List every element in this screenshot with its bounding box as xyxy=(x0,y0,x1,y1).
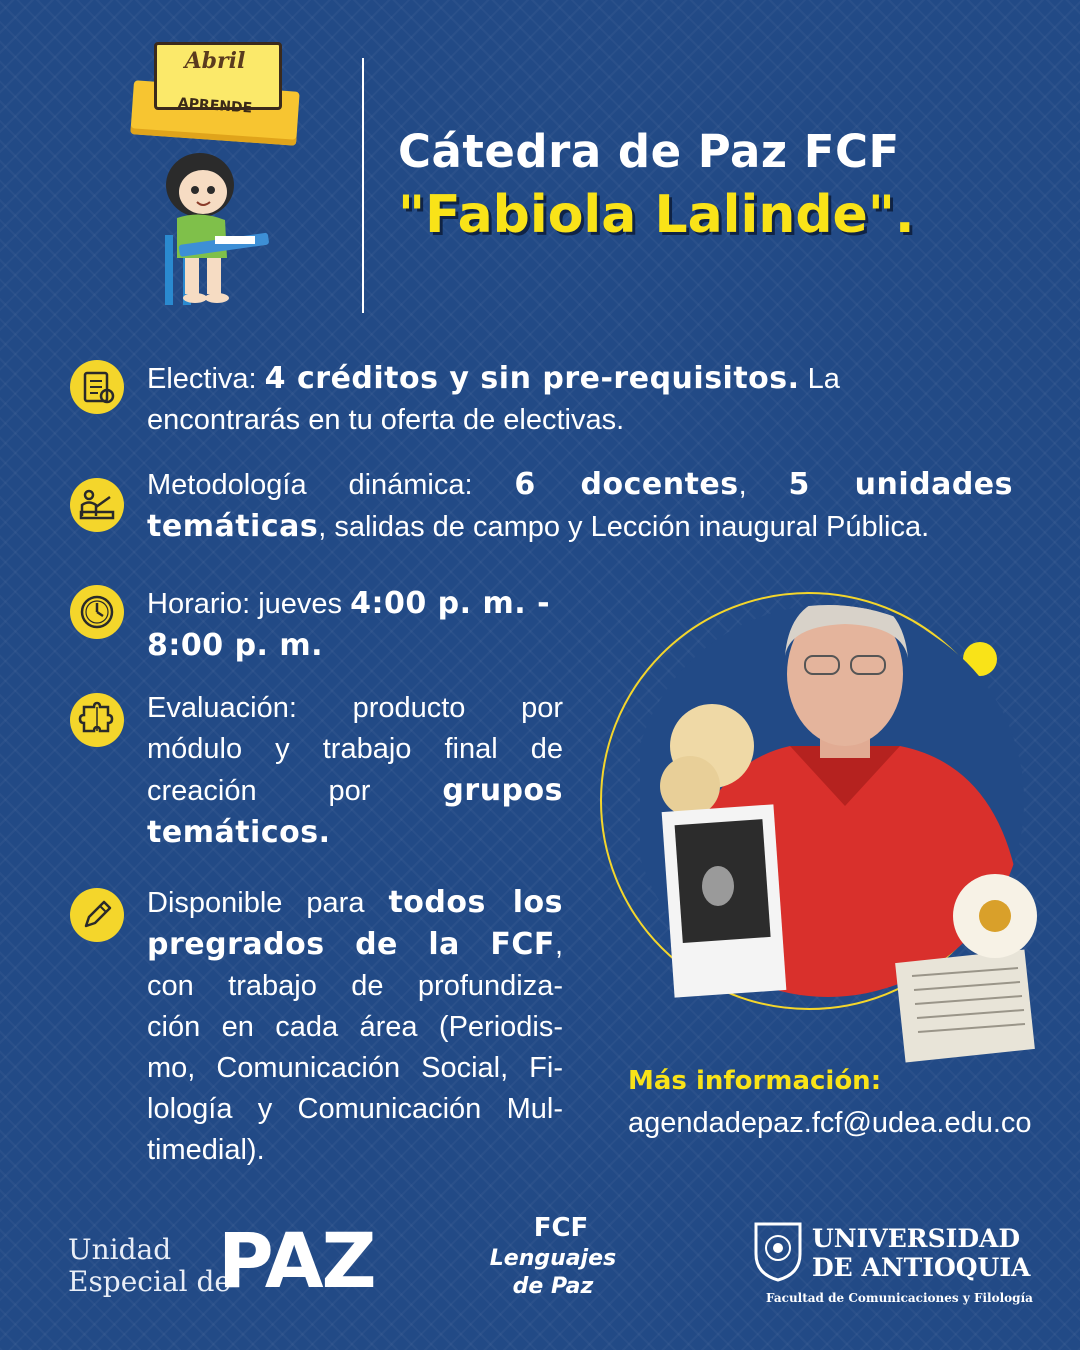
unidad-paz-logo-line2: Especial de xyxy=(68,1265,231,1298)
item-electiva-highlight: 4 créditos y sin pre-requisitos. xyxy=(264,361,800,396)
item-horario-label: Horario: jueves xyxy=(147,588,351,620)
teacher-board-icon xyxy=(70,478,124,532)
item-metodologia xyxy=(147,464,1013,548)
item-disponible-pregrados: pregrados de la FCF xyxy=(147,927,555,962)
fcf-logo-line2: Lenguajes xyxy=(489,1246,617,1271)
page-title: Cátedra de Paz FCF xyxy=(398,125,900,178)
item-evaluacion-line1: Evaluación: producto por xyxy=(147,692,563,724)
item-disponible-line6: lología y Comunicación Mul- xyxy=(147,1093,563,1125)
item-evaluacion-line3-text: creación por xyxy=(147,775,443,807)
item-horario-end: 8:00 p. m. xyxy=(147,628,324,663)
header-divider xyxy=(362,58,364,313)
clock-icon xyxy=(70,585,124,639)
fcf-logo-line3: de Paz xyxy=(512,1274,594,1299)
paz-logo: PAZ xyxy=(218,1216,375,1305)
item-metodologia-unidades: 5 unidades temáticas xyxy=(147,467,1014,544)
fcf-logo-line1: FCF xyxy=(533,1213,589,1243)
banner-abril-text: Abril xyxy=(184,48,246,74)
item-evaluacion-grupos: grupos xyxy=(442,773,563,808)
unidad-paz-logo-line1: Unidad xyxy=(68,1233,172,1266)
item-disponible-comma: , xyxy=(554,929,563,961)
item-evaluacion-line3 xyxy=(147,770,563,812)
abril-aprende-banner xyxy=(120,38,310,148)
item-disponible-line1 xyxy=(147,882,563,924)
item-disponible-line5: mo, Comunicación Social, Fi- xyxy=(147,1052,563,1084)
document-checklist-icon xyxy=(70,360,124,414)
puzzle-icon xyxy=(70,693,124,747)
item-disponible-todos: todos los xyxy=(388,885,563,920)
item-evaluacion-line2: módulo y trabajo final de xyxy=(147,733,563,765)
student-mascot-illustration xyxy=(155,140,275,310)
item-electiva xyxy=(147,358,947,441)
item-disponible-line2 xyxy=(147,924,563,966)
item-evaluacion-tematicos: temáticos. xyxy=(147,815,331,850)
page-subtitle: "Fabiola Lalinde". xyxy=(398,185,915,245)
contact-email[interactable]: agendadepaz.fcf@udea.edu.co xyxy=(628,1107,1032,1139)
udea-faculty-name: Facultad de Comunicaciones y Filología xyxy=(766,1291,1033,1305)
item-metodologia-label: Metodología dinámica: xyxy=(147,469,515,501)
pencil-icon xyxy=(70,888,124,942)
item-disponible-line4: ción en cada área (Periodis- xyxy=(147,1011,563,1043)
udea-logo-line1: UNIVERSIDAD xyxy=(812,1224,1021,1253)
item-horario-start: 4:00 p. m. - xyxy=(350,586,551,621)
item-disponible-line3: con trabajo de profundiza- xyxy=(147,970,563,1002)
item-electiva-text: La encontrarás en tu oferta de electivas. xyxy=(147,363,840,436)
item-metodologia-comma: , xyxy=(738,469,789,501)
udea-logo-line2: DE ANTIOQUIA xyxy=(812,1253,1031,1282)
fabiola-lalinde-photo xyxy=(640,596,1060,1066)
item-horario xyxy=(147,583,587,667)
item-metodologia-text: , salidas de campo y Lección inaugural Pública. xyxy=(318,511,930,543)
item-disponible xyxy=(147,882,563,1171)
item-evaluacion xyxy=(147,688,563,853)
more-info-label: Más información: xyxy=(628,1066,882,1096)
udea-seal-icon xyxy=(752,1220,804,1282)
item-disponible-label: Disponible para xyxy=(147,887,389,919)
item-electiva-label: Electiva: xyxy=(147,363,265,395)
item-metodologia-docentes: 6 docentes xyxy=(514,467,739,502)
item-disponible-line7: timedial). xyxy=(147,1134,265,1166)
banner-aprende-text: APRENDE xyxy=(177,95,253,117)
